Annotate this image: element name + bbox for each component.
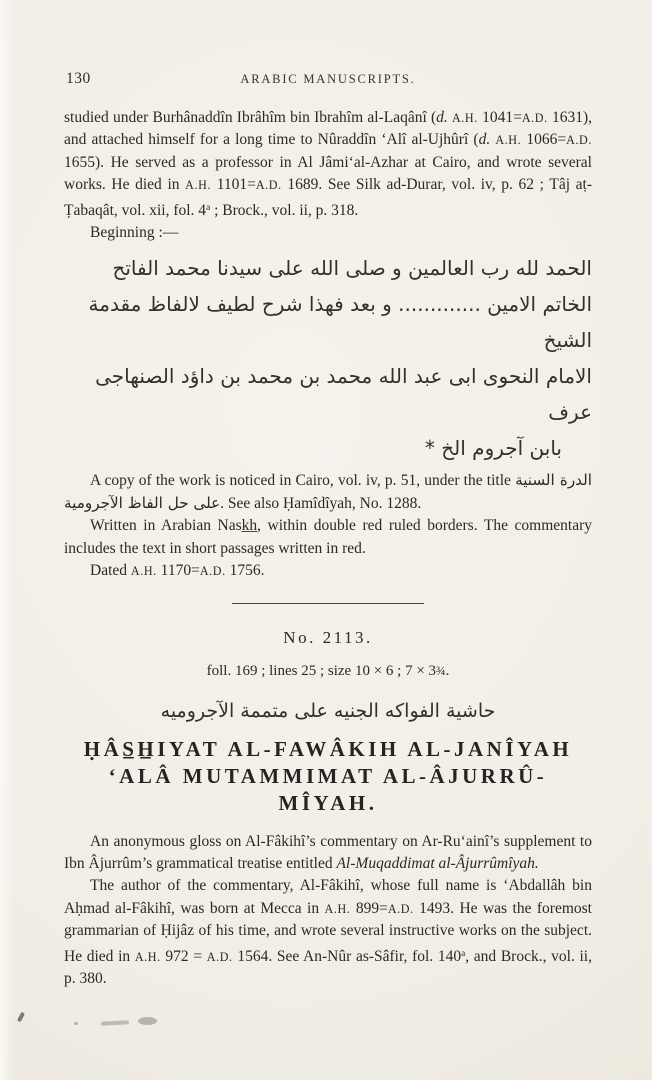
- arabic-incipit-block: [64, 250, 592, 466]
- paragraph-biography-continuation: studied under Burhânaddîn Ibrâhîm bin Ibrahîm al-Laqânî (d. A.H. 1041=A.D. 1631), and attached himself for a long time to Nûraddîn ‘Alî al-Ujhûrî (d. A.H. 1066=A.D. 1655). He served as a professor in Al Jâmi‘al-Azhar at Cairo, and wrote several works. He died in A.H. 1101=A.D. 1689. See Silk ad-Durar, vol. iv, p. 62 ; Tâj aṭ-Ṭabaqât, vol. xii, fol. 4$^a$ ; Brock., vol. ii, p. 318.: [64, 109, 592, 219]
- beginning-label: Beginning :—: [90, 224, 179, 242]
- entry-number-heading: No. 2113.: [283, 627, 373, 647]
- paragraph-copy-notice: A copy of the work is noticed in Cairo, vol. iv, p. 51, under the title الدرة السنية على حل الفاظ الآجرومية. See also Ḥamîdîyah, No. 1288.: [64, 470, 592, 512]
- arabic-work-title: حاشية الفواكه الجنيه على متممة الآجروميه: [160, 699, 496, 722]
- section-divider: [232, 603, 424, 604]
- ink-speck: [17, 1012, 25, 1023]
- arabic-incipit-line: الامام النحوى ابى عبد الله محمد بن محمد بن داؤد الصنهاجى عرف: [95, 363, 592, 424]
- paragraph-author-biography: The author of the commentary, Al-Fâkihî, whose full name is ‘Abdallâh bin Aḥmad al-Fâkihî, was born at Mecca in A.H. 899=A.D. 1493. He was the foremost grammarian of Ḥijâz of his time, and wrote several instructive works on the subject. He died in A.H. 972 = A.D. 1564. See An-Nûr as-Sâfir, fol. 140$^a$, and Brock., vol. ii, p. 380.: [64, 877, 592, 988]
- ink-smudge: [101, 1020, 129, 1025]
- paragraph-dated: Dated A.H. 1170=A.D. 1756.: [90, 562, 265, 580]
- title-line: ‘ALÂ MUTAMMIMAT AL-ÂJURRÛ-: [108, 763, 548, 788]
- page-number: 130: [66, 70, 91, 87]
- arabic-incipit-line: الخاتم الامين ............. و بعد فهذا شرح لطيف لالفاظ مقدمة الشيخ: [88, 291, 592, 352]
- page-header: [64, 70, 592, 92]
- arabic-incipit-line: الحمد لله رب العالمين و صلى الله على سيدنا محمد الفاتح: [112, 255, 592, 280]
- running-title: ARABIC MANUSCRIPTS.: [240, 72, 416, 86]
- title-line: MÎYAH.: [278, 790, 378, 815]
- transliterated-work-title: [64, 736, 592, 817]
- collation-line: foll. 169 ; lines 25 ; size 10 × 6 ; 7 × 3¾.: [206, 662, 450, 679]
- ink-smudge: [138, 1017, 157, 1025]
- arabic-incipit-line: بابن آجروم الخ *: [424, 435, 562, 460]
- paragraph-gloss-description: An anonymous gloss on Al-Fâkihî’s commentary on Ar-Ru‘ainî’s supplement to Ibn Âjurrûm’s grammatical treatise entitled Al-Muqaddimat al-Âjurrûmîyah.: [64, 832, 592, 872]
- paragraph-script-description: Written in Arabian Nask̲h̲, within double red ruled borders. The commentary includes the text in short passages written in red.: [64, 517, 592, 557]
- ink-speck: [74, 1022, 78, 1025]
- page-content: [64, 0, 592, 991]
- title-line: ḤÂS̲H̲IYAT AL-FAWÂKIH AL-JANÎYAH: [83, 736, 573, 761]
